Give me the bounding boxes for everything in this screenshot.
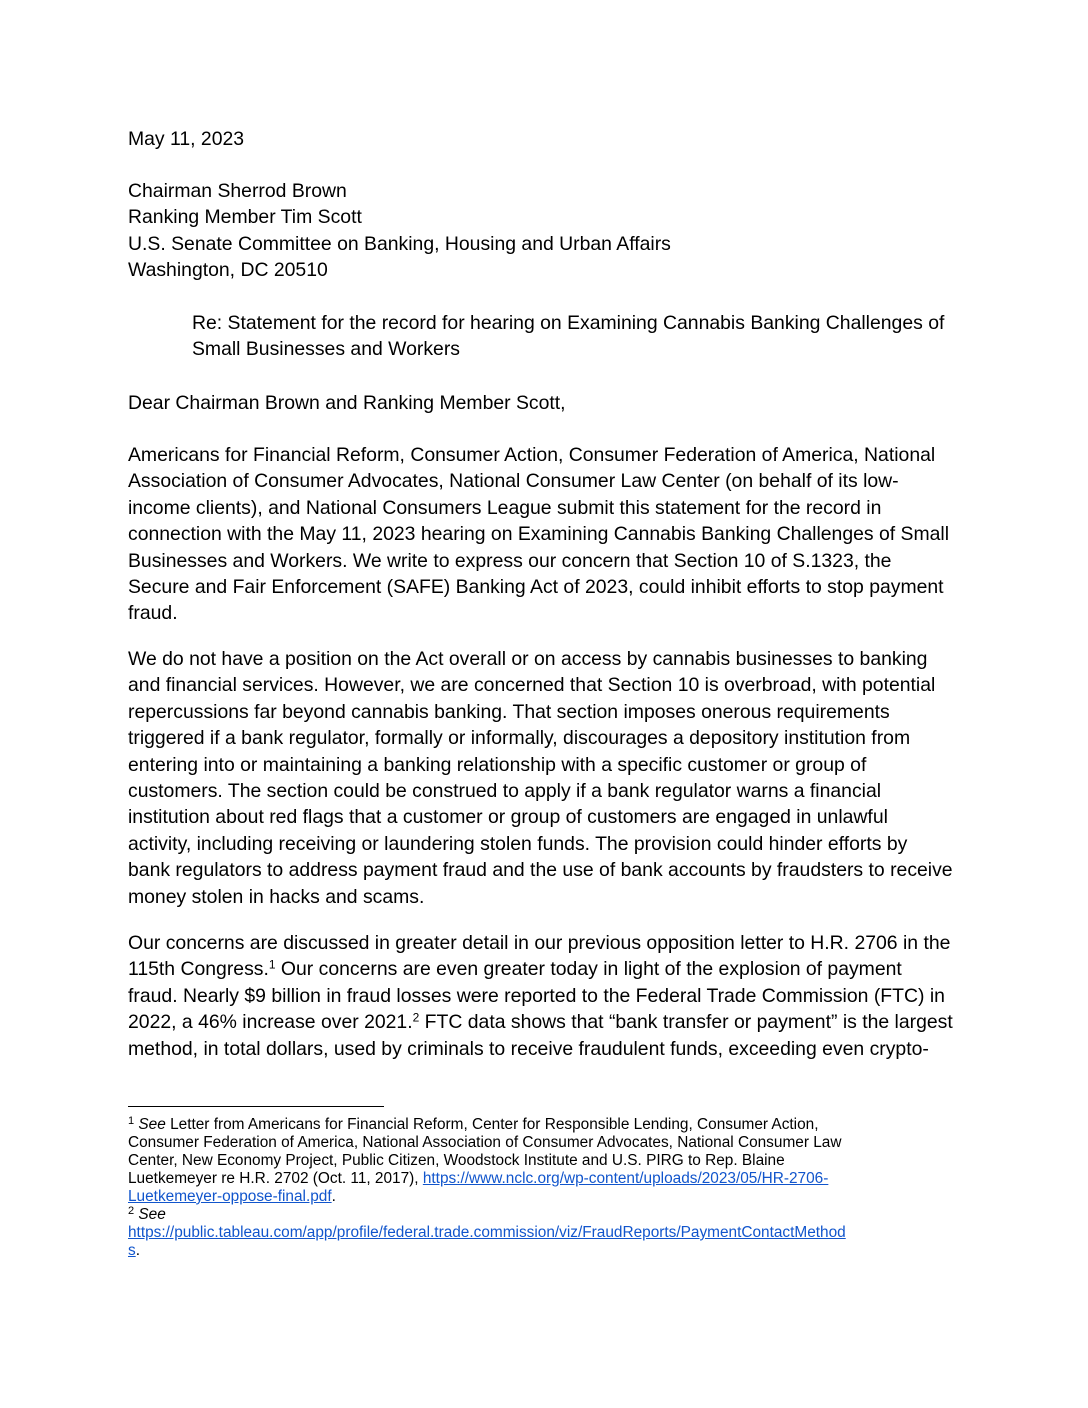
- paragraph-line: and financial services. However, we are concerned that Section 10 is overbroad, with potential: [128, 674, 936, 697]
- footnotes: [128, 1116, 968, 1260]
- footnote-2-link-continued[interactable]: s: [128, 1242, 136, 1259]
- footnote-see: See: [138, 1206, 166, 1223]
- paragraph-text: Our concerns are even greater today in light of the explosion of payment: [275, 958, 902, 981]
- paragraph-line: fraud.: [128, 602, 178, 625]
- subject-line-text: Small Businesses and Workers: [192, 338, 460, 361]
- footnote-text: Letter from Americans for Financial Reform, Center for Responsible Lending, Consumer Action,: [165, 1116, 819, 1133]
- footnote-1-line: [128, 1170, 968, 1188]
- paragraph-line: activity, including receiving or laundering stolen funds. The provision could hinder efforts by: [128, 832, 908, 855]
- paragraph-text: 2022, a 46% increase over 2021.: [128, 1011, 413, 1034]
- paragraph-line: triggered if a bank regulator, formally or informally, discourages a depository institution from: [128, 727, 911, 750]
- footnote-2-link[interactable]: https://public.tableau.com/app/profile/federal.trade.commission/viz/FraudReports/PaymentContactMethod: [128, 1224, 846, 1241]
- footnote-1-line: Consumer Federation of America, National Association of Consumer Advocates, National Consumer Law: [128, 1134, 842, 1151]
- paragraph-line: We do not have a position on the Act overall or on access by cannabis businesses to banking: [128, 648, 928, 670]
- footnote-1-line: [128, 1188, 968, 1206]
- paragraph-line: Americans for Financial Reform, Consumer Action, Consumer Federation of America, National: [128, 444, 936, 466]
- address-line: U.S. Senate Committee on Banking, Housing and Urban Affairs: [128, 232, 671, 255]
- footnote-number: 1: [128, 1115, 135, 1128]
- paragraph-line: [128, 1009, 968, 1035]
- footnote-text: .: [135, 1242, 140, 1259]
- paragraph-line: entering into or maintaining a banking relationship with a specific customer or group of: [128, 753, 867, 776]
- footnote-number: 2: [128, 1205, 135, 1218]
- paragraph-text: 115th Congress.: [128, 958, 269, 981]
- footnote-ref-2[interactable]: 2: [412, 1010, 420, 1025]
- paragraph-line: fraud. Nearly $9 billion in fraud losses were reported to the Federal Trade Commission (FTC) in: [128, 984, 945, 1007]
- paragraph-3: [128, 930, 968, 1062]
- footnote-see: See: [138, 1116, 166, 1133]
- footnote-1-link-continued[interactable]: Luetkemeyer-oppose-final.pdf: [128, 1188, 332, 1205]
- letter-date: May 11, 2023: [128, 128, 245, 150]
- paragraph-line: Businesses and Workers. We write to express our concern that Section 10 of S.1323, the: [128, 549, 892, 572]
- footnote-1-link[interactable]: https://www.nclc.org/wp-content/uploads/2023/05/HR-2706-: [422, 1170, 829, 1187]
- footnote-2-line: [128, 1206, 968, 1224]
- paragraph-line: customers. The section could be construed to apply if a bank regulator warns a financial: [128, 780, 882, 803]
- subject-line: [192, 310, 962, 363]
- paragraph-text: FTC data shows that “bank transfer or payment” is the largest: [419, 1011, 953, 1034]
- footnote-1-line: [128, 1116, 968, 1134]
- footnote-text: Luetkemeyer re H.R. 2702 (Oct. 11, 2017),: [128, 1170, 423, 1187]
- paragraph-2: [128, 646, 968, 910]
- paragraph-line: money stolen in hacks and scams.: [128, 885, 425, 908]
- paragraph-line: Our concerns are discussed in greater detail in our previous opposition letter to H.R. 2706 in the: [128, 932, 951, 954]
- address-line: Chairman Sherrod Brown: [128, 180, 347, 202]
- paragraph-line: institution about red flags that a customer or group of customers are engaged in unlawful: [128, 806, 888, 829]
- paragraph-line: Association of Consumer Advocates, National Consumer Law Center (on behalf of its low-: [128, 470, 899, 493]
- salutation: Dear Chairman Brown and Ranking Member Scott,: [128, 392, 566, 414]
- address-line: Washington, DC 20510: [128, 259, 328, 282]
- paragraph-line: method, in total dollars, used by criminals to receive fraudulent funds, exceeding even crypto-: [128, 1037, 929, 1060]
- paragraph-line: connection with the May 11, 2023 hearing on Examining Cannabis Banking Challenges of Small: [128, 523, 950, 546]
- paragraph-line: [128, 956, 968, 982]
- paragraph-line: income clients), and National Consumers League submit this statement for the record in: [128, 496, 882, 519]
- address-line: Ranking Member Tim Scott: [128, 206, 362, 229]
- footnote-1-line: Center, New Economy Project, Public Citizen, Woodstock Institute and U.S. PIRG to Rep. Blaine: [128, 1152, 785, 1169]
- recipient-address: [128, 178, 968, 284]
- paragraph-line: bank regulators to address payment fraud and the use of bank accounts by fraudsters to receive: [128, 859, 953, 882]
- footnote-2-line: [128, 1242, 968, 1260]
- paragraph-line: repercussions far beyond cannabis banking. That section imposes onerous requirements: [128, 700, 890, 723]
- footnote-2-line: [128, 1224, 968, 1242]
- subject-line-text: Re: Statement for the record for hearing on Examining Cannabis Banking Challenges of: [192, 312, 945, 334]
- footnote-text: .: [331, 1188, 336, 1205]
- footnote-ref-1[interactable]: 1: [268, 957, 276, 972]
- paragraph-line: Secure and Fair Enforcement (SAFE) Banking Act of 2023, could inhibit efforts to stop payment: [128, 576, 944, 599]
- paragraph-1: [128, 442, 968, 627]
- footnote-separator: [128, 1106, 384, 1107]
